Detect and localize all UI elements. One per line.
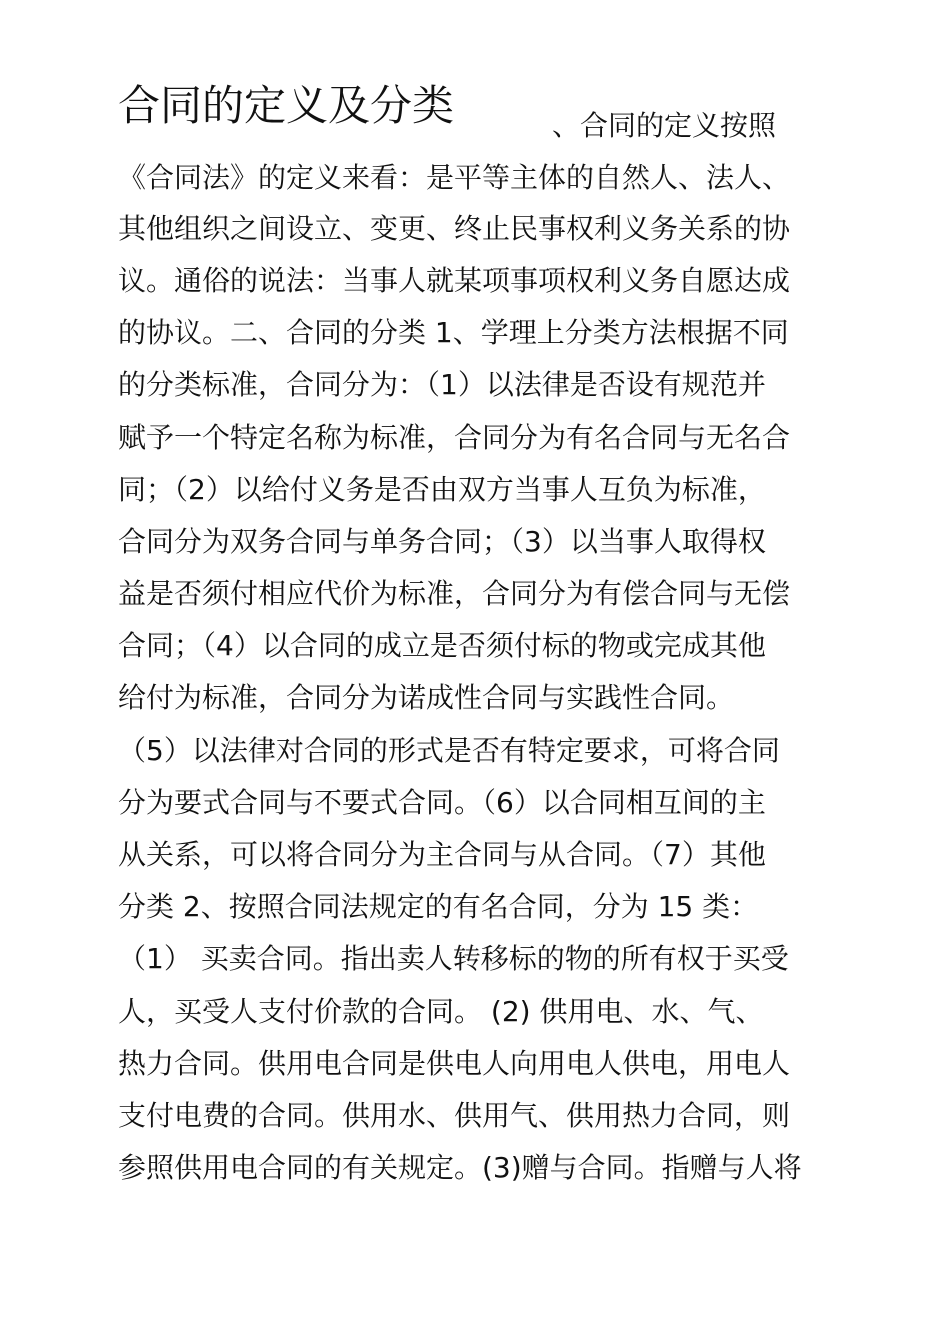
body-line: （5）以法律对合同的形式是否有特定要求，可将合同 [118,734,780,767]
body-line: 人，买受人支付价款的合同。 (2) 供用电、水、气、 [118,995,764,1028]
body-line: 益是否须付相应代价为标准，合同分为有偿合同与无偿 [118,577,791,610]
body-line: 其他组织之间设立、变更、终止民事权利义务关系的协 [118,212,791,245]
body-line: 、合同的定义按照 [552,109,777,142]
body-line: 合同分为双务合同与单务合同；（3）以当事人取得权 [118,525,766,558]
body-line: 赋予一个特定名称为标准，合同分为有名合同与无名合 [118,421,791,454]
body-line: 给付为标准，合同分为诺成性合同与实践性合同。 [118,681,735,714]
body-line: 支付电费的合同。供用水、供用气、供用热力合同，则 [118,1099,791,1132]
body-line: 的协议。二、合同的分类 1、学理上分类方法根据不同 [118,316,789,349]
body-line: 分类 2、按照合同法规定的有名合同，分为 15 类： [118,890,759,923]
body-line: 从关系，可以将合同分为主合同与从合同。（7）其他 [118,838,766,871]
body-line: 同；（2）以给付义务是否由双方当事人互负为标准， [118,473,766,506]
body-line: （1） 买卖合同。指出卖人转移标的物的所有权于买受 [118,942,789,975]
body-line: 参照供用电合同的有关规定。(3)赠与合同。指赠与人将 [118,1151,802,1184]
body-line: 《合同法》的定义来看：是平等主体的自然人、法人、 [118,161,791,194]
body-line: 分为要式合同与不要式合同。（6）以合同相互间的主 [118,786,766,819]
body-line: 合同；（4）以合同的成立是否须付标的物或完成其他 [118,629,766,662]
body-line: 议。通俗的说法：当事人就某项事项权利义务自愿达成 [118,264,791,297]
document-title: 合同的定义及分类 [118,81,455,130]
body-line: 的分类标准，合同分为：（1）以法律是否设有规范并 [118,368,766,401]
body-line: 热力合同。供用电合同是供电人向用电人供电，用电人 [118,1047,791,1080]
